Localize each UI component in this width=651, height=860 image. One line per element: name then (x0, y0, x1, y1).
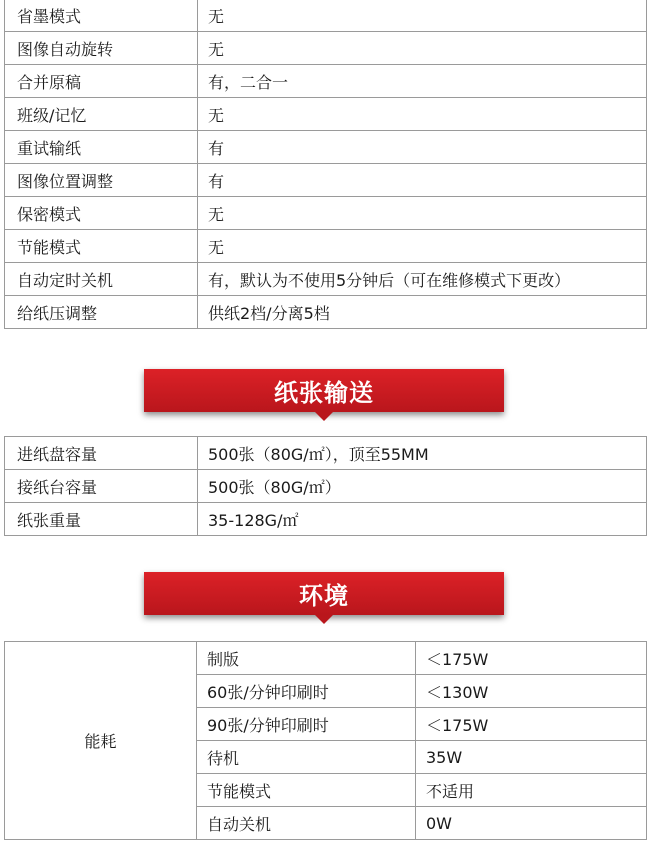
spec-name: 节能模式 (197, 774, 416, 807)
spec-name: 给纸压调整 (5, 296, 198, 329)
environment-table (4, 641, 647, 840)
spec-value: 有，默认为不使用5分钟后（可在维修模式下更改） (198, 263, 647, 296)
spec-value: 有 (198, 131, 647, 164)
table-row (5, 503, 647, 536)
spec-name: 制版 (197, 642, 416, 675)
table-row (5, 65, 647, 98)
spec-name: 保密模式 (5, 197, 198, 230)
table-row (5, 470, 647, 503)
table-row (5, 642, 647, 675)
spec-value: 35-128G/㎡ (198, 503, 647, 536)
spec-value: 无 (198, 0, 647, 32)
table-row (5, 164, 647, 197)
spec-name: 图像位置调整 (5, 164, 198, 197)
spec-value: 有 (198, 164, 647, 197)
spec-name: 60张/分钟印刷时 (197, 675, 416, 708)
spec-value: 500张（80G/㎡），顶至55MM (198, 437, 647, 470)
category-label: 能耗 (5, 642, 197, 840)
table-row (5, 32, 647, 65)
table-row (5, 98, 647, 131)
spec-value: ＜175W (416, 642, 647, 675)
spec-value: ＜130W (416, 675, 647, 708)
spec-name: 纸张重量 (5, 503, 198, 536)
spec-value: 无 (198, 197, 647, 230)
section-title: 环境 (299, 582, 349, 610)
spec-name: 自动关机 (197, 807, 416, 840)
section-banner-paper (144, 369, 504, 412)
spec-name: 接纸台容量 (5, 470, 198, 503)
spec-name: 班级/记忆 (5, 98, 198, 131)
spec-name: 节能模式 (5, 230, 198, 263)
spec-name: 重试输纸 (5, 131, 198, 164)
spec-name: 图像自动旋转 (5, 32, 198, 65)
paper-table (4, 436, 647, 536)
table-row (5, 437, 647, 470)
table-row (5, 131, 647, 164)
spec-value: 500张（80G/㎡） (198, 470, 647, 503)
spec-name: 合并原稿 (5, 65, 198, 98)
spec-name: 90张/分钟印刷时 (197, 708, 416, 741)
spec-value: 有，二合一 (198, 65, 647, 98)
spec-value: 无 (198, 230, 647, 263)
spec-value: 0W (416, 807, 647, 840)
features-table (4, 0, 647, 329)
table-row (5, 0, 647, 32)
table-row (5, 296, 647, 329)
section-title: 纸张输送 (274, 379, 374, 407)
spec-value: 不适用 (416, 774, 647, 807)
spec-value: 无 (198, 98, 647, 131)
spec-value: 供纸2档/分离5档 (198, 296, 647, 329)
table-row (5, 230, 647, 263)
section-banner-environment (144, 572, 504, 615)
spec-name: 省墨模式 (5, 0, 198, 32)
table-row (5, 197, 647, 230)
spec-value: 35W (416, 741, 647, 774)
table-row (5, 263, 647, 296)
spec-value: ＜175W (416, 708, 647, 741)
spec-name: 进纸盘容量 (5, 437, 198, 470)
spec-name: 自动定时关机 (5, 263, 198, 296)
spec-name: 待机 (197, 741, 416, 774)
spec-value: 无 (198, 32, 647, 65)
